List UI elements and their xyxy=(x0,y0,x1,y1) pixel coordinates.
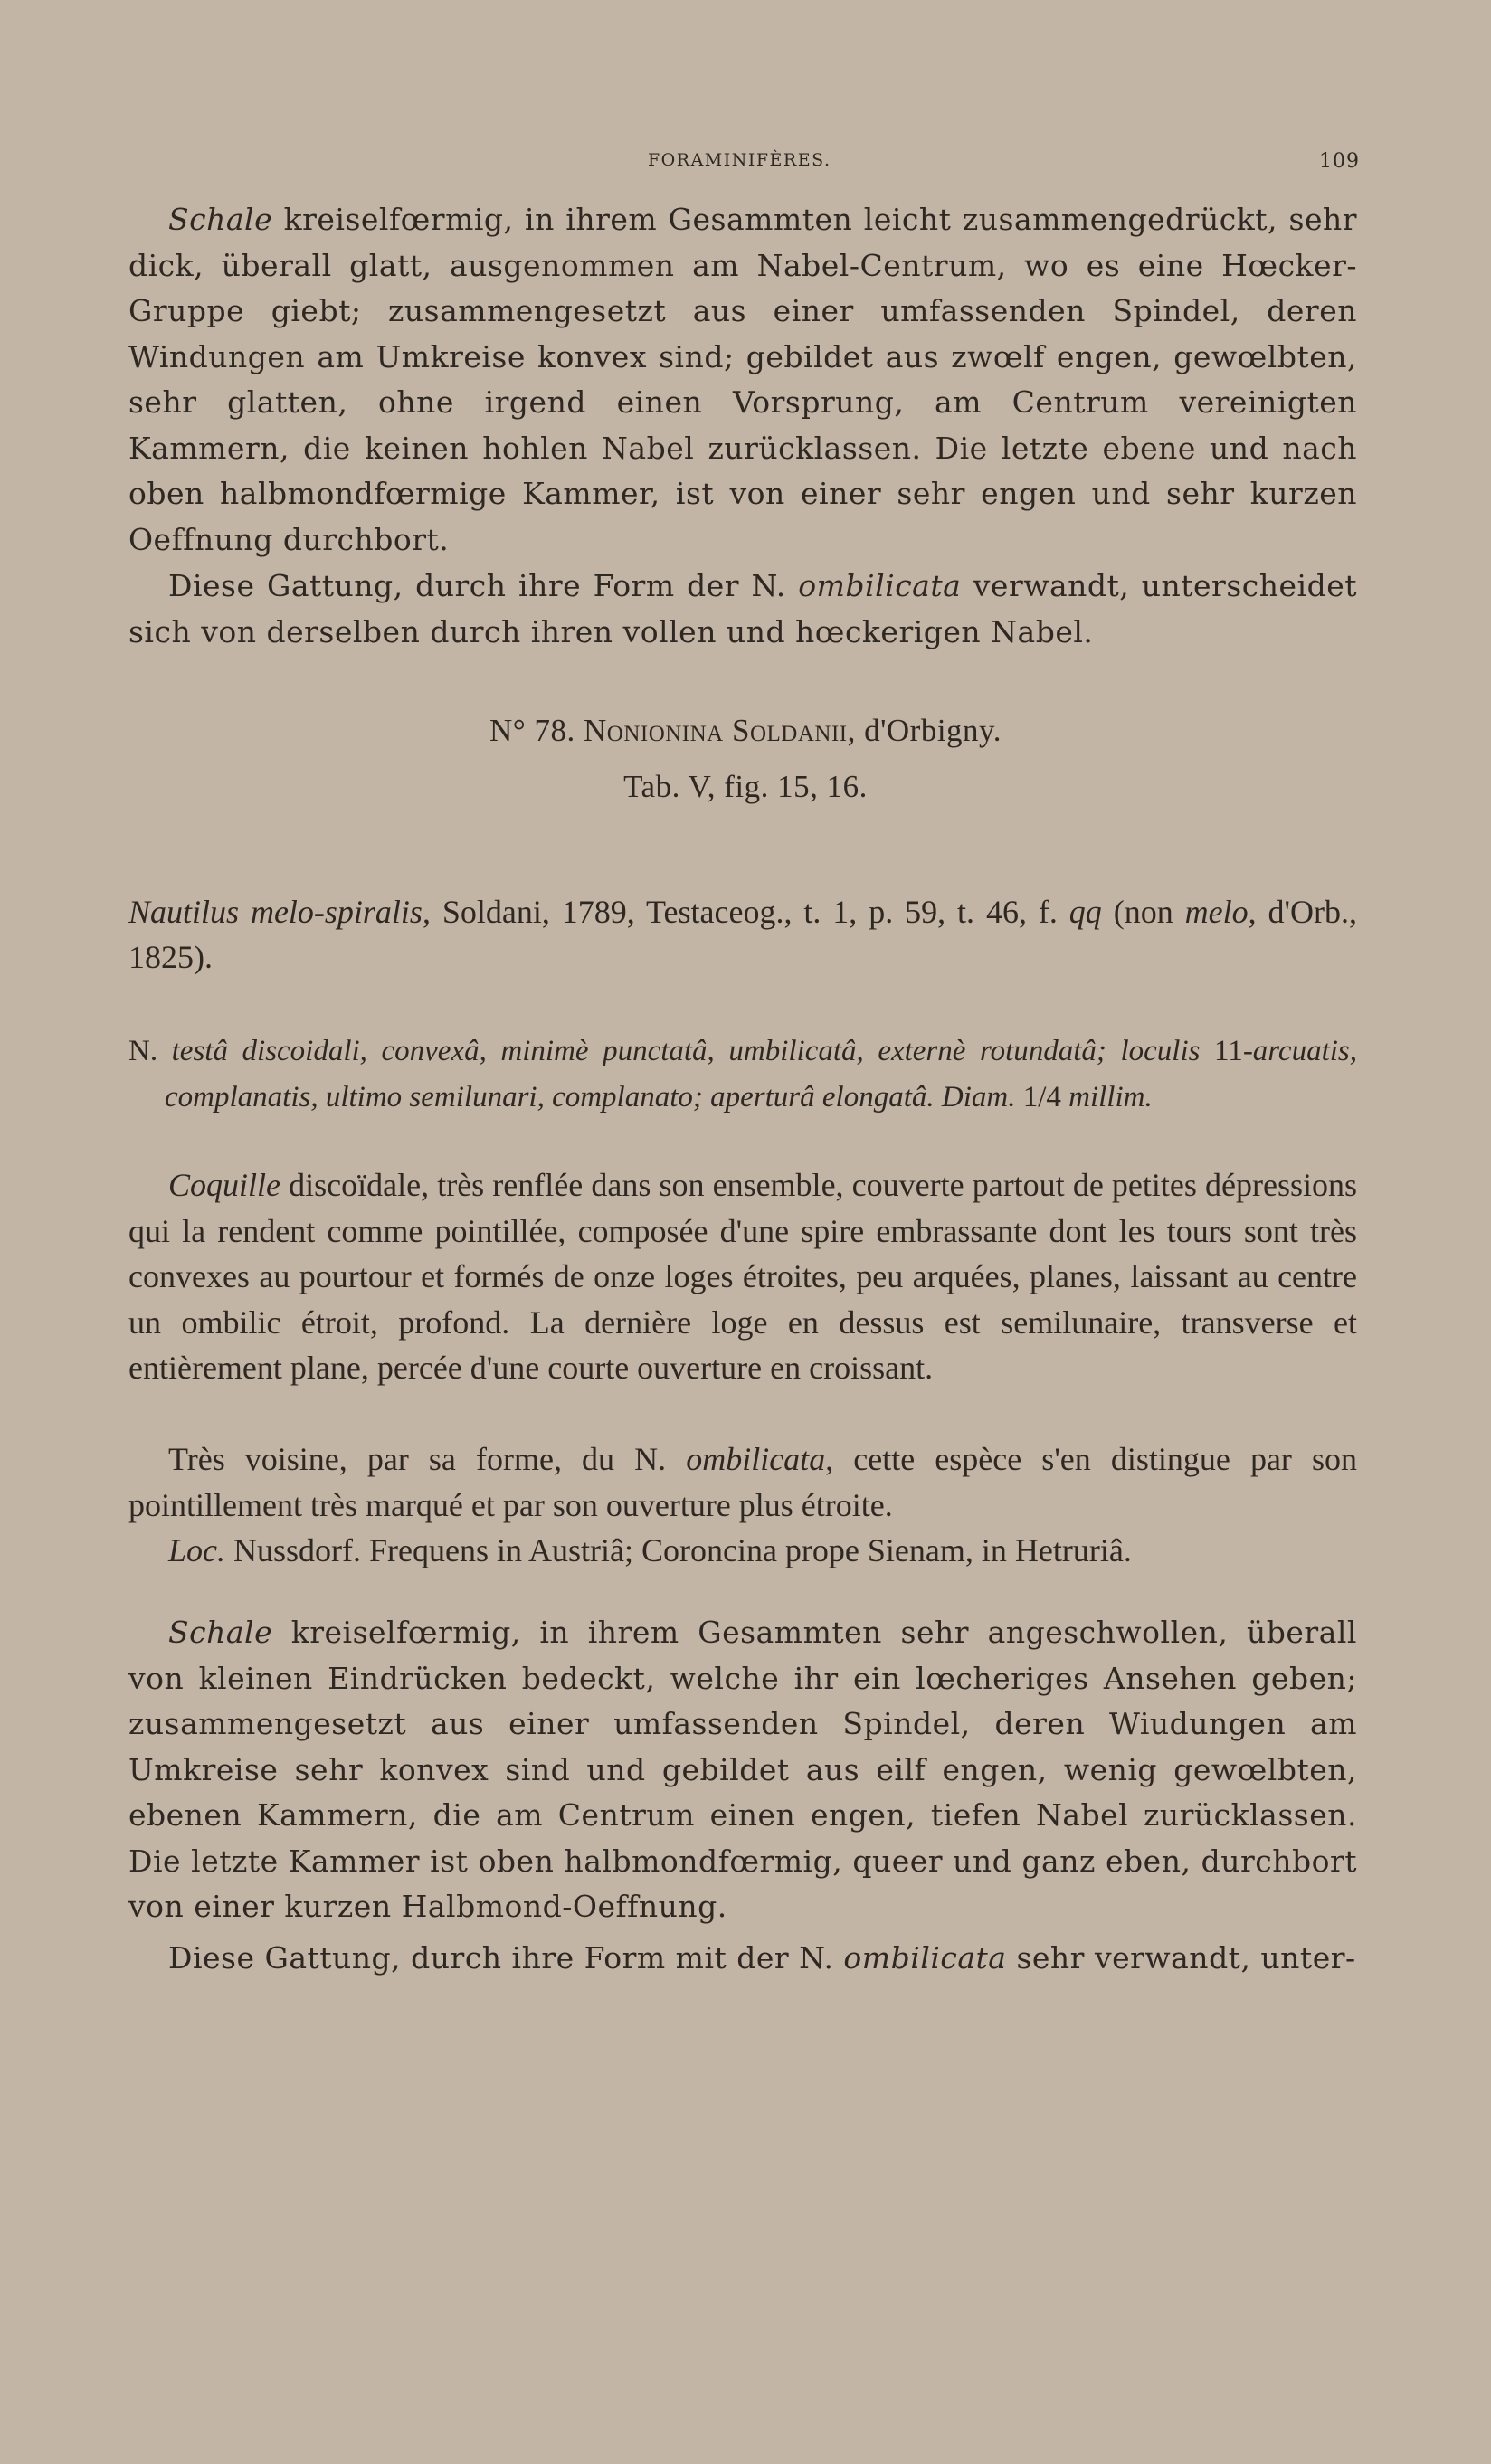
synonym-reference: , Soldani, 1789, Testaceog., t. 1, p. 59, t. 46, f. xyxy=(422,894,1069,930)
plate-reference: Tab. V, fig. 15, 16. xyxy=(623,769,868,804)
paragraph-text: Nussdorf. Frequens in Austriâ; Coroncina prope Sienam, in Hetruriâ. xyxy=(225,1532,1132,1568)
paragraph-text: Diese Gattung, durch ihre Form mit der N. xyxy=(168,1940,844,1976)
locality xyxy=(128,1528,1357,1574)
french-remark xyxy=(128,1436,1357,1528)
german-description-1 xyxy=(128,197,1357,563)
synonym-name: Nautilus melo-spiralis xyxy=(128,894,423,930)
lead-word: Schale xyxy=(168,202,273,237)
species-epithet: ombilicata xyxy=(843,1940,1007,1976)
diagnosis-text: testâ discoidali, convexâ, minimè punctatâ, umbilicatâ, externè rotundatâ; loculis xyxy=(171,1035,1215,1067)
lead-word: Coquille xyxy=(168,1167,280,1203)
german-description-2 xyxy=(128,1610,1357,1930)
paragraph-text: kreiselfœrmig, in ihrem Gesammten sehr angeschwollen, überall von kleinen Eindrücken bedeckt, welche ihr ein lœcheriges Ansehen geben; zusammengesetzt aus einer umfassenden Spindel, deren Wiudungen am Umkreise sehr konvex sind und gebildet aus eilf engen, wenig gewœlbten, ebenen Kammern, die am Centrum einen engen, tiefen Nabel zurücklassen. Die letzte Kammer ist oben halbmondfœrmig, queer und ganz eben, durchbort von einer kurzen Halbmond-Oeffnung. xyxy=(128,1615,1357,1924)
synonymy xyxy=(128,889,1357,980)
synonym-note-end: , d'Orb., 1825). xyxy=(128,894,1357,975)
species-epithet: ombilicata xyxy=(686,1441,826,1477)
diagnosis-size: 1/4 xyxy=(1022,1080,1061,1114)
paragraph-text: kreiselfœrmig, in ihrem Gesammten leicht zusammengedrückt, sehr dick, überall glatt, ausgenommen am Nabel-Centrum, wo es eine Hœcker-Gruppe giebt; zusammengesetzt aus einer umfassenden Spindel, deren Windungen am Umkreise konvex sind; gebildet aus zwœlf engen, gewœlbten, sehr glatten, ohne irgend einen Vorsprung, am Centrum vereinigten Kammern, die keinen hohlen Nabel zurücklassen. Die letzte ebene und nach oben halbmondfœrmige Kammer, ist von einer sehr engen und sehr kurzen Oeffnung durchbort. xyxy=(128,202,1357,557)
paragraph-text: , cette espèce s'en distingue par son pointillement très marqué et par son ouverture plus étroite. xyxy=(128,1441,1358,1523)
running-head xyxy=(0,150,1491,177)
paragraph-text: verwandt, unterscheidet sich von derselben durch ihren vollen und hœckerigen Nabel. xyxy=(128,568,1357,649)
running-title: FORAMINIFÈRES. xyxy=(648,150,831,170)
diagnosis-genus: N. xyxy=(128,1035,172,1067)
species-epithet: ombilicata xyxy=(798,568,962,603)
species-number: N° 78. xyxy=(489,713,584,748)
diagnosis-number: 11 xyxy=(1214,1035,1243,1067)
page-number: 109 xyxy=(1319,150,1360,173)
paragraph-text: Diese Gattung, durch ihre Form der N. xyxy=(168,568,799,603)
french-description xyxy=(128,1162,1357,1391)
diagnosis-text: -arcuatis, complanatis, ultimo semilunari, complanato; aperturâ elongatâ. Diam. xyxy=(165,1035,1357,1114)
species-author: , d'Orbigny. xyxy=(847,713,1002,748)
latin-diagnosis xyxy=(128,1028,1357,1120)
german-remark-1 xyxy=(128,564,1357,655)
diagnosis-unit: millim. xyxy=(1060,1080,1153,1114)
lead-word: Schale xyxy=(168,1615,273,1650)
paragraph-text: Très voisine, par sa forme, du N. xyxy=(168,1441,687,1477)
species-heading xyxy=(0,713,1491,749)
species-name: Nonionina Soldanii xyxy=(583,713,848,748)
figure-label: qq xyxy=(1068,894,1102,930)
locality-label: Loc. xyxy=(168,1532,225,1568)
synonym-note: (non xyxy=(1101,894,1185,930)
synonym-note-name: melo xyxy=(1184,894,1249,930)
paragraph-text: discoïdale, très renflée dans son ensemble, couverte partout de petites dépressions qui la rendent comme pointillée, composée d'une spire embrassante dont les tours sont très convexes au pourtour et formés de onze loges étroites, peu arquées, planes, laissant au centre un ombilic étroit, profond. La dernière loge en dessus est semilunaire, transverse et entièrement plane, percée d'une courte ouverture en croissant. xyxy=(128,1167,1357,1386)
german-remark-2 xyxy=(128,1936,1357,1982)
paragraph-text: sehr verwandt, unter- xyxy=(1006,1940,1356,1976)
